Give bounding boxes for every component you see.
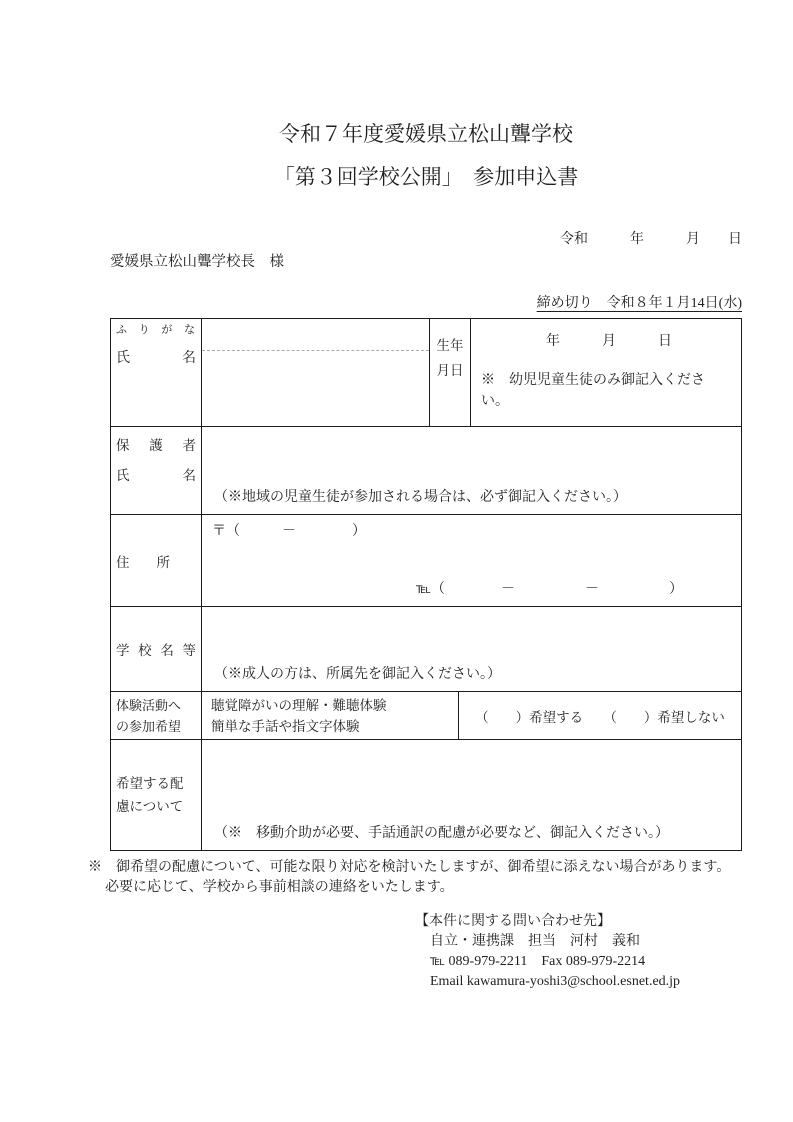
form-title-line1: 令和７年度愛媛県立松山聾学校 xyxy=(279,122,573,146)
contact-department: 自立・連携課 担当 河村 義和 xyxy=(430,934,640,949)
table-row-guardian xyxy=(111,426,741,514)
accommodations-label-line2: 慮について xyxy=(116,799,184,814)
accommodations-label-line1: 希望する配 xyxy=(116,776,184,791)
contact-tel-fax: ℡ 089‐979‐2211 Fax 089‐979‐2214 xyxy=(430,954,646,969)
form-footnote xyxy=(88,858,742,898)
guardian-note: （※地域の児童生徒が参加される場合は、必ず御記入ください。） xyxy=(214,490,627,505)
name-input-area[interactable] xyxy=(202,319,430,426)
activities-label-line2: の参加希望 xyxy=(116,719,182,734)
activities-label-line1: 体験活動へ xyxy=(116,698,182,713)
field-label-school xyxy=(111,607,202,691)
application-form-table xyxy=(110,318,742,851)
birthdate-label-line2: 月日 xyxy=(436,363,464,378)
table-row-name xyxy=(111,319,741,426)
field-label-guardian xyxy=(111,427,202,514)
table-row-accommodations xyxy=(111,739,741,850)
guardian-label-line1: 保護者 xyxy=(116,438,196,453)
table-row-address xyxy=(111,514,741,606)
field-label-accommodations xyxy=(111,740,202,850)
school-input-area[interactable] xyxy=(202,607,741,691)
field-label-activities xyxy=(111,692,202,739)
accommodations-note: （※ 移動介助が必要、手話通訳の配慮が必要など、御記入ください。） xyxy=(214,826,669,841)
address-label: 住 所 xyxy=(116,554,170,570)
address-input-area[interactable] xyxy=(202,515,741,606)
footnote-line2: 必要に応じて、学校から事前相談の連絡をいたします。 xyxy=(105,880,454,895)
accommodations-input-area[interactable] xyxy=(202,740,741,850)
school-note: （※成人の方は、所属先を御記入ください。） xyxy=(214,667,501,682)
postal-code-blank[interactable]: 〒（ － ） xyxy=(212,524,366,539)
telephone-blank[interactable]: ℡（ － － ） xyxy=(416,582,684,597)
table-row-school xyxy=(111,606,741,691)
field-label-birthdate xyxy=(430,319,471,426)
activities-description xyxy=(202,692,459,739)
name-label: 氏名 xyxy=(116,351,196,366)
furigana-label: ふりがな xyxy=(116,324,196,336)
contact-heading: 【本件に関する問い合わせ先】 xyxy=(415,914,611,929)
guardian-label-line2: 氏名 xyxy=(116,468,196,483)
birthdate-input-area[interactable] xyxy=(471,319,741,426)
footnote-line1: ※ 御希望の配慮について、可能な限り対応を検討いたしますが、御希望に添えない場合があります。 xyxy=(88,860,731,875)
furigana-divider-line xyxy=(202,350,429,351)
contact-email: Email kawamura-yoshi3@school.esnet.ed.jp xyxy=(430,974,681,989)
contact-block xyxy=(415,912,742,992)
activity-item-1: 聴覚障がいの理解・難聴体験 xyxy=(211,698,387,713)
activity-item-2: 簡単な手話や指文字体験 xyxy=(211,719,360,734)
participation-choice-blanks[interactable]: （ ）希望する （ ）希望しない xyxy=(475,709,725,725)
field-label-name xyxy=(111,319,202,426)
participation-choice-area[interactable] xyxy=(459,692,741,739)
field-label-address xyxy=(111,515,202,606)
birthdate-label-line1: 生年 xyxy=(436,338,464,353)
table-row-activities xyxy=(111,691,741,739)
birthdate-note: ※ 幼児児童生徒のみ御記入ください。 xyxy=(481,373,705,409)
submission-date-blank[interactable]: 令和 年 月 日 xyxy=(560,232,742,247)
deadline-line xyxy=(110,294,742,314)
guardian-input-area[interactable] xyxy=(202,427,741,514)
birthdate-blank-line[interactable]: 年 月 日 xyxy=(546,334,672,349)
form-title-line2: 「第３回学校公開」 参加申込書 xyxy=(273,165,579,189)
addressee-line: 愛媛県立松山聾学校長 様 xyxy=(110,254,284,270)
deadline-text: 締め切り 令和８年１月14日(水) xyxy=(536,296,742,311)
school-label: 学校名等 xyxy=(116,643,196,658)
